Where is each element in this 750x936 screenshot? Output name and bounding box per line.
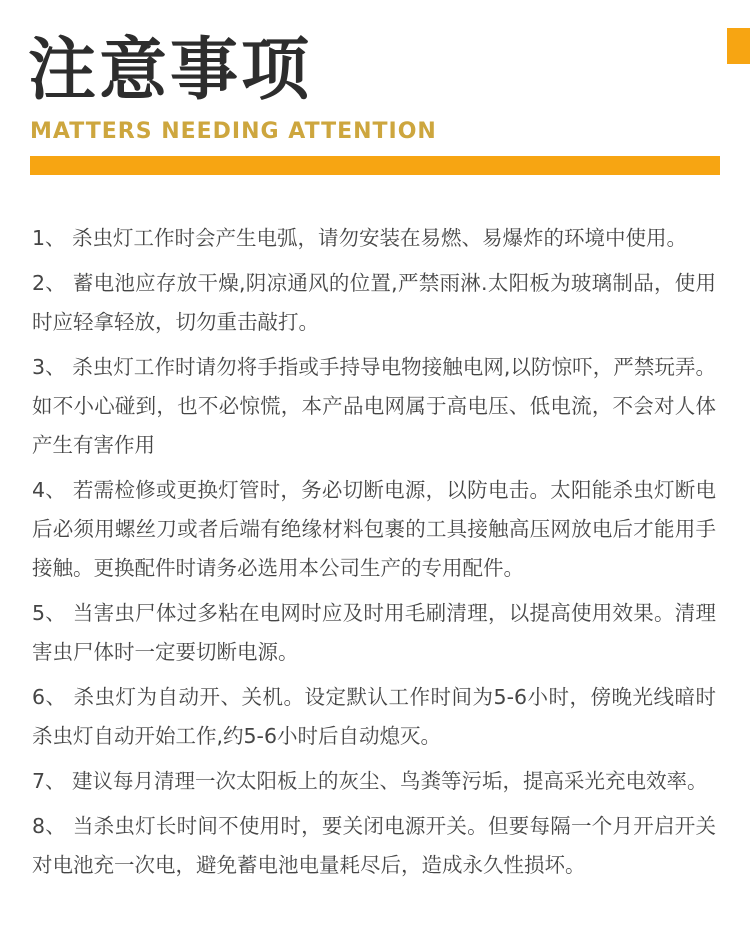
page-subtitle: MATTERS NEEDING ATTENTION xyxy=(30,119,437,144)
notice-list xyxy=(32,219,716,885)
notice-page xyxy=(0,28,750,936)
corner-accent-square xyxy=(727,28,750,64)
notice-item: 2、 蓄电池应存放干燥,阴凉通风的位置,严禁雨淋.太阳板为玻璃制品，使用时应轻拿轻放，切勿重击敲打。 xyxy=(32,271,716,334)
notice-item: 1、 杀虫灯工作时会产生电弧，请勿安装在易燃、易爆炸的环境中使用。 xyxy=(32,226,688,250)
notice-item: 8、 当杀虫灯长时间不使用时，要关闭电源开关。但要每隔一个月开启开关对电池充一次电，避免蓄电池电量耗尽后，造成永久性损坏。 xyxy=(32,814,716,877)
notice-item: 7、 建议每月清理一次太阳板上的灰尘、鸟粪等污垢，提高采光充电效率。 xyxy=(32,769,708,793)
notice-item: 4、 若需检修或更换灯管时，务必切断电源，以防电击。太阳能杀虫灯断电后必须用螺丝刀或者后端有绝缘材料包裹的工具接触高压网放电后才能用手接触。更换配件时请务必选用本公司生产的专用配件。 xyxy=(32,478,716,580)
accent-divider-bar xyxy=(30,156,720,175)
notice-item: 3、 杀虫灯工作时请勿将手指或手持导电物接触电网,以防惊吓，严禁玩弄。如不小心碰到，也不必惊慌，本产品电网属于高电压、低电流，不会对人体产生有害作用 xyxy=(32,355,716,457)
notice-item: 5、 当害虫尸体过多粘在电网时应及时用毛刷清理，以提高使用效果。清理害虫尸体时一定要切断电源。 xyxy=(32,601,716,664)
header xyxy=(0,28,750,175)
notice-item: 6、 杀虫灯为自动开、关机。设定默认工作时间为5-6小时，傍晚光线暗时杀虫灯自动开始工作,约5-6小时后自动熄灭。 xyxy=(32,685,716,748)
page-title: 注意事项 xyxy=(28,31,313,110)
